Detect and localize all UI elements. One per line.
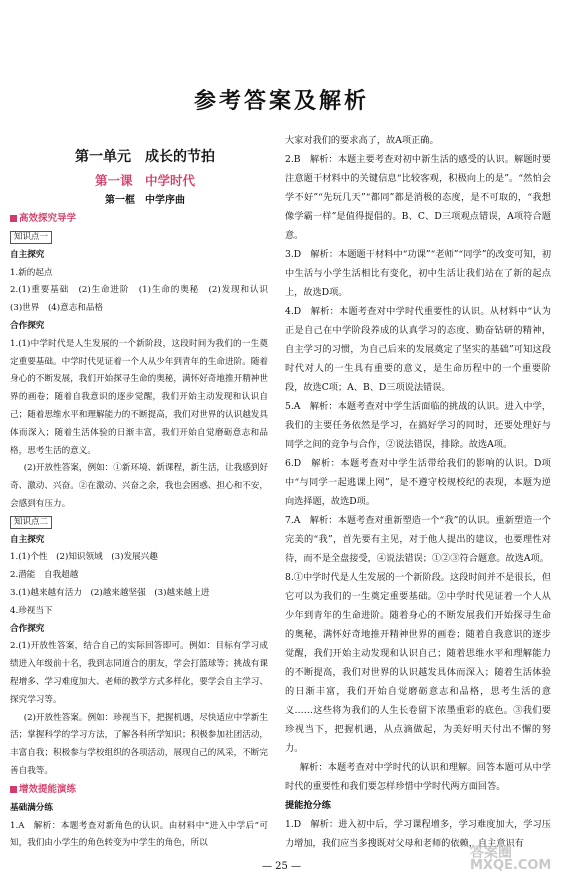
answer-line: 2.(1)重要基础 (2)生命进阶 (1)生命的奥秘 (2)发现和认识 (3)世界 (4)意志和品格 [10,285,277,314]
sub-heading: 基础满分练 [10,802,53,813]
right-column [285,131,551,853]
section-bar-guide [10,211,76,227]
answer-paragraph: 4.D 解析：本题考查对中学时代重要性的认识。从材料中“认为正是自己在中学阶段养成的认真学习的态度、勤奋钻研的精神，自主学习的习惯，为自己后来的发展奠定了坚实的基础”可知这段时代对人的一生具有重要的意义，是生命历程中的一个重要阶段，故选C项；A、B、D三项说法错误。 [285,306,551,393]
page-title: 参考答案及解析 [193,88,369,114]
section-bar-practice [10,782,76,798]
answer-paragraph: 解析：本题考查对中学时代的认识和理解。回答本题可从中学时代的重要性和我们要怎样珍惜中学时代两方面回答。 [285,762,551,792]
knowledge-point-tag: 知识点一 [10,231,52,244]
watermark: 答案圈 [470,845,512,861]
answer-paragraph: 1.D 解析：进入初中后，学习课程增多，学习难度加大，学习压力增加，我们应当多搜既对父母和老师的依赖，自主意识有 [285,819,551,849]
sub-heading: 合作探究 [10,320,45,331]
sub-heading: 自主探究 [10,249,45,260]
page-number: — 25 — [261,861,302,872]
answer-line: 1.新的起点 [10,267,53,278]
answer-paragraph: 2.(1)开放性答案，结合自己的实际回答即可。例如：目标有学习成绩进入年级前十名，我到志同道合的朋友，学会打篮球等；挑战有课程增多、学习难度加大、老师的教学方式多样化，要学会自主学习、探究学习等。 [10,641,268,705]
answer-paragraph: 1.(1)中学时代是人生发展的一个新阶段，这段时间为我们的一生奠定重要基础。中学时代见证着一个人从少年到青年的生命进阶。随着身心的不断发展，我们开始探寻生命的奥秘，满怀好奇地推开精神世界的画卷；随着自我意识的逐步觉醒，我们开始主动发现和认识自己；随着思维水平和理解能力的不断提高，我们对世界的认识越发具体而深入；随着生活体验的日渐丰富，我们开始自觉磨砺意志和品格，思考生活的意义。 [10,338,268,456]
left-column [10,210,277,853]
answer-paragraph: (2)开放性答案，例如：①新环境、新课程，新生活，让我感到好奇、激动、兴奋。②在激动、兴奋之余，我也会困惑、担心和不安，会感到有压力。 [10,463,268,509]
answer-line: 3.(1)越来越有活力 (2)越来越坚强 (3)越来越上进 [10,587,210,598]
answer-paragraph: 1.A 解析：本题考查对新角色的认识。由材料中“进入中学后”可知，我们由小学生的角色转变为中学生的角色，所以 [10,820,268,849]
sub-heading: 提能抢分练 [285,800,331,811]
knowledge-point-tag: 知识点二 [10,516,52,529]
answer-line: 1.(1)个性 (2)知识领域 (3)发展兴趣 [10,552,158,563]
frame-heading: 第一框 中学序曲 [105,195,185,206]
answer-paragraph: 大家对我们的要求高了，故A项正确。 [285,135,439,146]
sub-heading: 合作探究 [10,623,45,634]
answer-paragraph: (2)开放性答案。例如：珍视当下，把握机遇，尽快适应中学新生活；掌握科学的学习方法，了解各科所学知识；积极参加社团活动，丰富自我；积极参与学校组织的各项活动，展现自己的风采，不断完善自我等。 [10,712,268,776]
answer-paragraph: 2.B 解析：本题主要考查对初中新生活的感受的认识。解题时要注意题干材料中的关键信息“比较客观，积极向上的是”。“然怕会学不好”“先玩几天”“都同”都是消极的态度，是不可取的，“我想像学霸一样”是值得提倡的。B、C、D三项观点错误，A项符合题意。 [285,154,551,241]
square-icon [10,786,17,793]
watermark-url: MXQE.COM [470,858,552,873]
answer-paragraph: 7.A 解析：本题考查对重新塑造一个“我”的认识。重新塑造一个完美的“我”，首先要有主见，对于他人提出的建议，也要理性对待，而不是全盘接受，④说法错误；①②③符合题意。故选A项。 [285,515,551,564]
answer-line: 2.潜能 自我超越 [10,570,79,581]
answer-paragraph: 8.①中学时代是人生发展的一个新阶段。这段时间并不是很长，但它可以为我们的一生奠定重要基础。②中学时代见证着一个人从少年到青年的生命进阶。随着身心的不断发展我们开始探寻生命的奥秘，满怀好奇地推开精神世界的画卷；随着自我意识的逐步觉醒，我们开始主动发现和认识自己；随着思维水平和理解能力的不断提高，我们对世界的认识越发具体而深入；随着生活体验的日渐丰富，我们开始自觉磨砺意志和品格，思考生活的意义……这些将为我们的人生长卷留下浓墨重彩的底色。③我们要珍视当下，把握机遇，从点滴做起，为美好明天付出不懈的努力。 [285,572,552,754]
square-icon [10,215,17,222]
answer-paragraph: 6.D 解析：本题考查对中学生活带给我们的影响的认识。D项中“与同学一起逃课上网”，是不遵守校规校纪的表现，本题为逆向选择题，故选D项。 [285,458,551,507]
answer-paragraph: 3.D 解析：本题题干材料中“功课”“老师”“同学”的改变可知，初中生活与小学生活相比有变化，初中生活让我们站在了新的起点上，故选D项。 [285,249,551,298]
section-title: 增效提能演练 [19,783,77,795]
answer-line: 4.珍视当下 [10,605,53,616]
lesson-heading: 第一课 中学时代 [94,173,195,188]
section-title: 高效探究导学 [19,213,77,224]
answer-paragraph: 5.A 解析：本题考查对中学生活面临的挑战的认识。进入中学，我们的主要任务依然是学习，在搞好学习的同时，还要处理好与同学之间的竞争与合作，②说法错误，排除。故选A项。 [285,401,551,450]
unit-heading: 第一单元 成长的节拍 [75,149,215,165]
sub-heading: 自主探究 [10,534,45,545]
